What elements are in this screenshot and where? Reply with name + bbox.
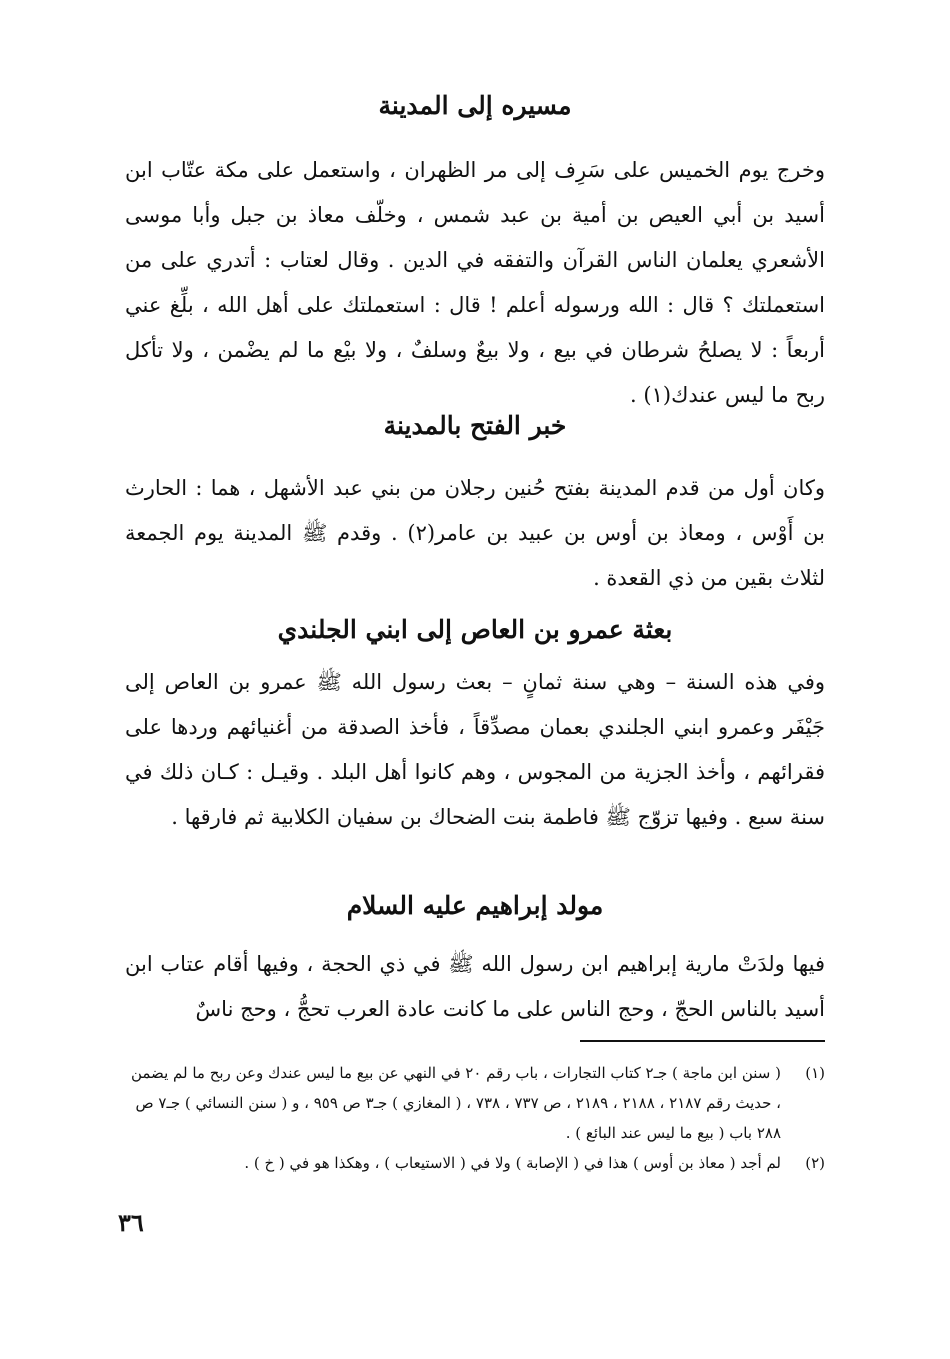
- section-paragraph: [125, 466, 825, 601]
- footnote-marker: (٢): [805, 1154, 825, 1172]
- section-heading: مولد إبراهيم عليه السلام: [346, 891, 604, 920]
- page-number: ٣٦: [118, 1208, 144, 1237]
- footnote: [125, 1058, 825, 1148]
- section-heading: بعثة عمرو بن العاص إلى ابني الجلندي: [277, 615, 673, 644]
- section-paragraph: [125, 148, 825, 418]
- paragraph-text: وخرج يوم الخميس على سَرِف إلى مر الظهران ، واستعمل على مكة عتّاب ابن أسيد بن أبي العيص بن أمية بن عبد شمس ، وخلّف معاذ بن جبل وأبا موسى الأشعري يعلمان الناس القرآن والتفقه في الدين . وقال لعتاب : أتدري على من استعملتك ؟ قال : الله ورسوله أعلم ! قال : استعملتك على أهل الله ، بلِّغ عني أربعاً : لا يصلحُ شرطان في بيع ، ولا بيعٌ وسلفٌ ، ولا بيْع ما لم يضْمن ، ولا تأكل ربح ما ليس عندك(١) .: [125, 158, 825, 407]
- footnote-marker: (١): [805, 1064, 825, 1082]
- footnotes: [125, 1058, 825, 1178]
- footnote-text: لم أجد ( معاذ بن أوس ) هذا في ( الإصابة ) ولا في ( الاستيعاب ) ، وهكذا هو في ( خ ) .: [244, 1154, 781, 1172]
- section-heading: خبر الفتح بالمدينة: [383, 411, 567, 440]
- section-paragraph: [125, 942, 825, 1032]
- footnote-divider: [580, 1040, 825, 1042]
- section-paragraph: [125, 660, 825, 840]
- paragraph-text: فيها ولدَتْ مارية إبراهيم ابن رسول الله ﷺ في ذي الحجة ، وفيها أقام عتاب ابن أسيد بالناس الحجّ ، وحج الناس على ما كانت عادة العرب تحجُّ ، وحج ناسٌ: [125, 952, 825, 1021]
- paragraph-text: وفي هذه السنة – وهي سنة ثمانٍ – بعث رسول الله ﷺ عمرو بن العاص إلى جَيْفَر وعمرو ابني الجلندي بعمان مصدِّقاً ، فأخذ الصدقة من أغنيائهم وردها على فقرائهم ، وأخذ الجزية من المجوس ، وهم كانوا أهل البلد . وقيـل : كـان ذلك في سنة سبع . وفيها تزوّج ﷺ فاطمة بنت الضحاك بن سفيان الكلابية ثم فارقها .: [125, 670, 825, 829]
- footnote-text: ( سنن ابن ماجة ) جـ٢ كتاب التجارات ، باب رقم ٢٠ في النهي عن بيع ما ليس عندك وعن ربح ما لم يضمن ، حديث رقم ٢١٨٧ ، ٢١٨٨ ، ٢١٨٩ ، ص ٧٣٧ ، ٧٣٨ ، ( المغازي ) جـ٣ ص ٩٥٩ ، و ( سنن النسائي ) جـ٧ ص ٢٨٨ باب ( بيع ما ليس عند البائع ) .: [130, 1064, 781, 1142]
- section-heading: مسيره إلى المدينة: [378, 91, 572, 120]
- paragraph-text: وكان أول من قدم المدينة بفتح حُنين رجلان من بني عبد الأشهل ، هما : الحارث بن أَوْس ، ومعاذ بن أوس بن عبيد بن عامر(٢) . وقدم ﷺ المدينة يوم الجمعة لثلاث بقين من ذي القعدة .: [125, 476, 826, 590]
- footnote: [125, 1148, 825, 1178]
